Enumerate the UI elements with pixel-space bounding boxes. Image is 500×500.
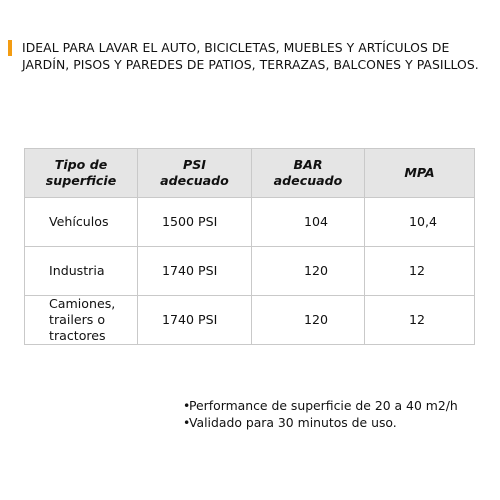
bullet-icon: • bbox=[183, 398, 191, 413]
cell-bar: 104 bbox=[252, 198, 365, 247]
bullet-icon: • bbox=[183, 415, 191, 430]
cell-surface bbox=[25, 296, 138, 345]
column-header-surface-line2: superficie bbox=[45, 173, 117, 188]
column-header-surface-line1: Tipo de bbox=[54, 157, 108, 172]
cell-surface-text: Industria bbox=[49, 263, 105, 278]
table-row bbox=[25, 198, 475, 247]
column-header-psi-line2: adecuado bbox=[160, 173, 229, 188]
cell-surface bbox=[25, 198, 138, 247]
cell-mpa: 10,4 bbox=[365, 198, 475, 247]
cell-psi: 1500 PSI bbox=[138, 198, 252, 247]
column-header-psi bbox=[138, 149, 252, 198]
header bbox=[8, 39, 488, 75]
column-header-bar bbox=[252, 149, 365, 198]
header-line-2: JARDÍN, PISOS Y PAREDES DE PATIOS, TERRAZAS, BALCONES Y PASILLOS. bbox=[22, 57, 479, 72]
table-row bbox=[25, 247, 475, 296]
note-text: Validado para 30 minutos de uso. bbox=[189, 415, 397, 430]
note-text: Performance de superficie de 20 a 40 m2/h bbox=[189, 398, 458, 413]
cell-surface bbox=[25, 247, 138, 296]
cell-psi: 1740 PSI bbox=[138, 247, 252, 296]
column-header-psi-line1: PSI bbox=[183, 157, 206, 172]
header-line-1: IDEAL PARA LAVAR EL AUTO, BICICLETAS, MUEBLES Y ARTÍCULOS DE bbox=[22, 40, 450, 55]
table-row bbox=[25, 296, 475, 345]
list-item bbox=[183, 397, 458, 414]
cell-psi: 1740 PSI bbox=[138, 296, 252, 345]
cell-surface-text: Vehículos bbox=[49, 214, 109, 229]
cell-surface-text-line3: tractores bbox=[49, 328, 106, 343]
cell-bar: 120 bbox=[252, 247, 365, 296]
cell-mpa: 12 bbox=[365, 296, 475, 345]
cell-surface-text-line2: trailers o bbox=[49, 312, 106, 327]
list-item bbox=[183, 414, 458, 431]
table-header-row bbox=[25, 149, 475, 198]
pressure-spec-table bbox=[24, 148, 475, 345]
column-header-mpa-line1: MPA bbox=[404, 165, 435, 180]
column-header-mpa bbox=[365, 149, 475, 198]
accent-bar bbox=[8, 40, 12, 56]
cell-bar: 120 bbox=[252, 296, 365, 345]
cell-mpa: 12 bbox=[365, 247, 475, 296]
column-header-bar-line2: adecuado bbox=[273, 173, 343, 188]
cell-surface-text-line1: Camiones, bbox=[49, 296, 116, 311]
column-header-surface bbox=[25, 149, 138, 198]
column-header-bar-line1: BAR bbox=[293, 157, 323, 172]
notes-list bbox=[183, 397, 458, 431]
